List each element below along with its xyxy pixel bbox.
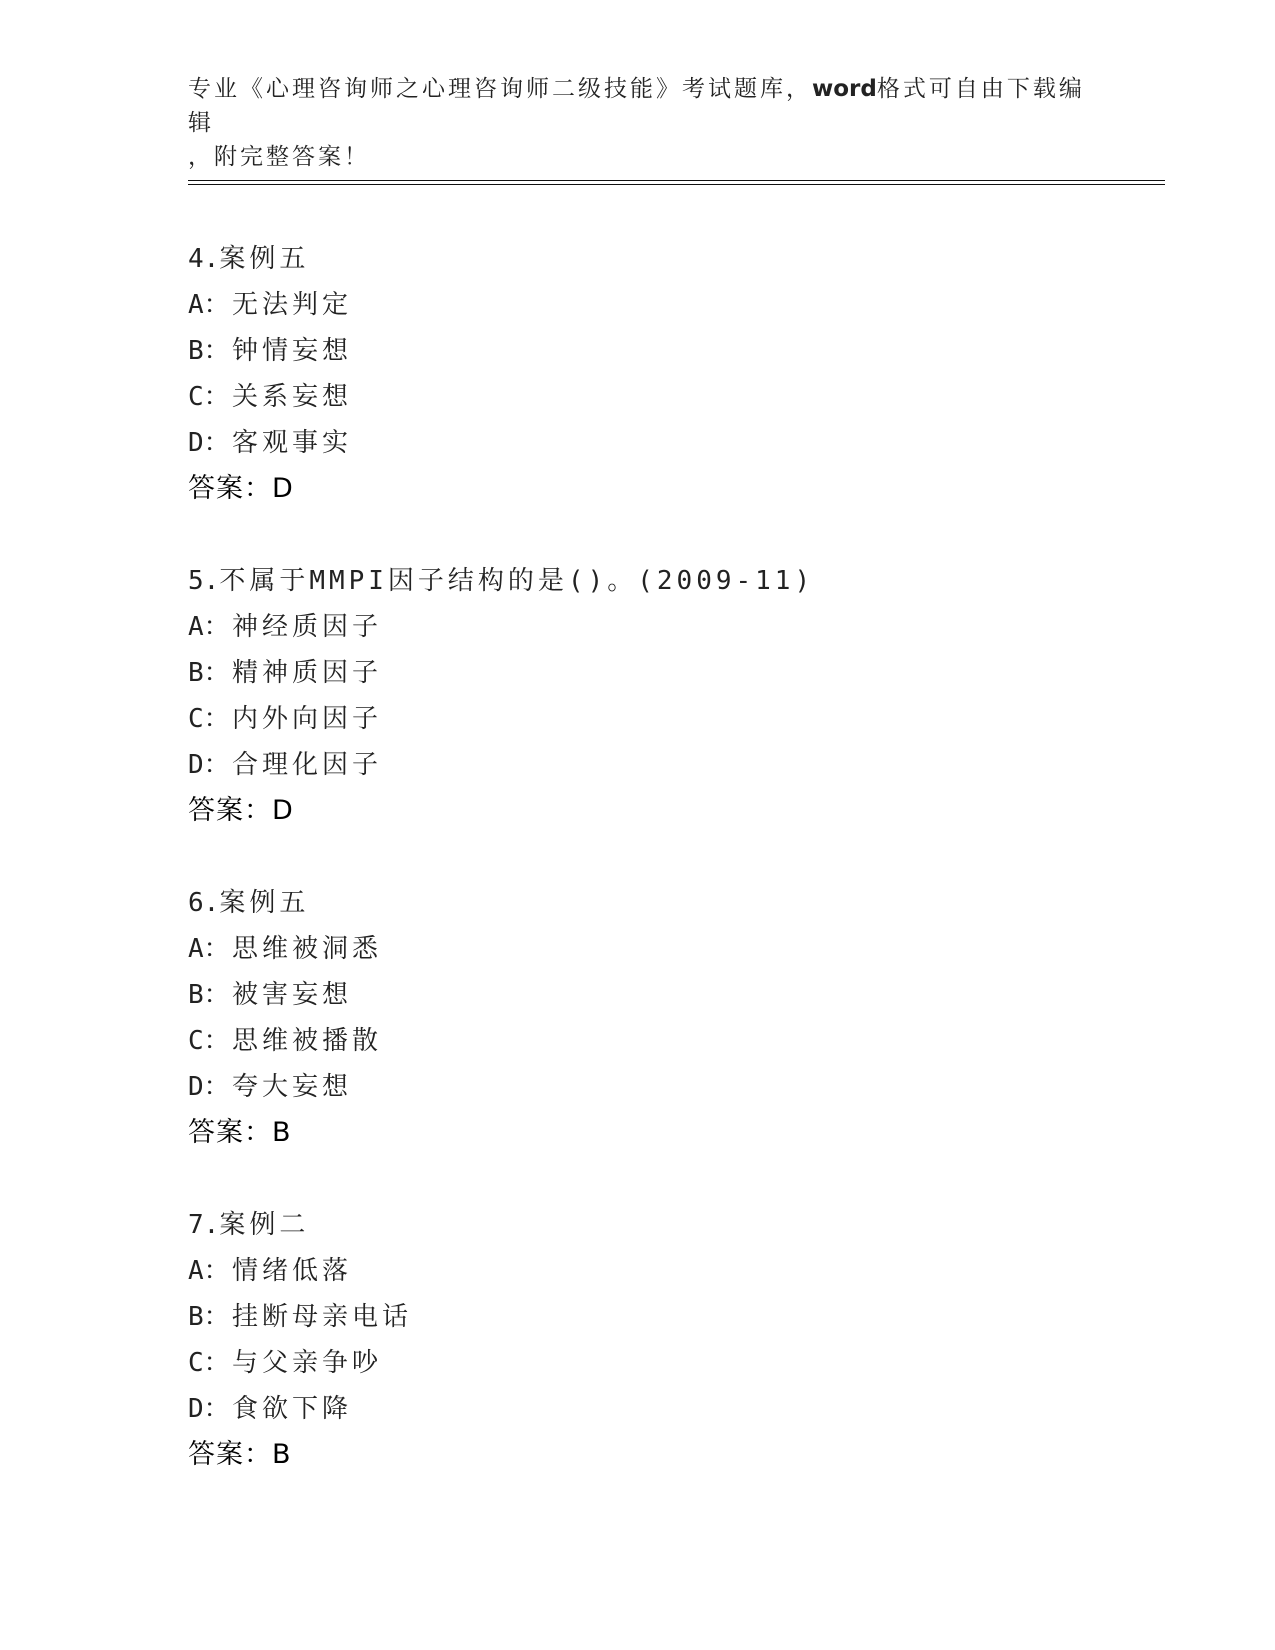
question-6	[188, 880, 1088, 1156]
answer-line: 答案：D	[188, 473, 294, 504]
option-key: C：	[188, 1348, 230, 1378]
option-key: B：	[188, 980, 230, 1010]
option-key: D：	[188, 428, 230, 458]
question-stem	[188, 880, 1088, 926]
option-key: A：	[188, 1256, 230, 1286]
option-key: B：	[188, 336, 230, 366]
question-number: 6.	[188, 888, 220, 918]
header-divider-bottom	[188, 184, 1165, 185]
question-text: 案例二	[219, 1210, 310, 1240]
option-text: 客观事实	[232, 428, 353, 458]
option-c	[188, 1340, 1088, 1386]
option-b	[188, 1294, 1088, 1340]
option-a	[188, 282, 1088, 328]
question-7	[188, 1202, 1088, 1478]
option-key: C：	[188, 1026, 230, 1056]
answer-line: 答案：B	[188, 1439, 292, 1470]
option-text: 思维被洞悉	[232, 934, 383, 964]
option-text: 被害妄想	[232, 980, 353, 1010]
header-line-1	[188, 72, 1088, 140]
header-text-part2: 格式可自由下载编辑	[188, 76, 1085, 136]
option-text: 与父亲争吵	[232, 1348, 383, 1378]
header-divider-top	[188, 180, 1165, 181]
header-text-part1: 专业《心理咨询师之心理咨询师二级技能》考试题库，	[188, 76, 812, 102]
question-text: 案例五	[219, 888, 310, 918]
option-text: 内外向因子	[232, 704, 383, 734]
option-d	[188, 420, 1088, 466]
question-number: 7.	[188, 1210, 220, 1240]
option-d	[188, 1386, 1088, 1432]
answer-line: 答案：B	[188, 1117, 292, 1148]
option-text: 精神质因子	[232, 658, 383, 688]
option-text: 情绪低落	[232, 1256, 353, 1286]
option-c	[188, 696, 1088, 742]
option-key: C：	[188, 704, 230, 734]
question-stem	[188, 1202, 1088, 1248]
option-key: A：	[188, 290, 230, 320]
question-stem	[188, 236, 1088, 282]
option-d	[188, 742, 1088, 788]
option-text: 思维被播散	[232, 1026, 383, 1056]
option-key: B：	[188, 658, 230, 688]
option-b	[188, 972, 1088, 1018]
question-4	[188, 236, 1088, 512]
option-text: 合理化因子	[232, 750, 383, 780]
header-text-word: word	[812, 76, 877, 102]
question-text: 案例五	[219, 244, 310, 274]
option-d	[188, 1064, 1088, 1110]
question-number: 5.	[188, 566, 220, 596]
option-key: A：	[188, 934, 230, 964]
option-b	[188, 650, 1088, 696]
option-a	[188, 604, 1088, 650]
option-text: 挂断母亲电话	[232, 1302, 413, 1332]
option-text: 食欲下降	[232, 1394, 353, 1424]
header-line-2: ，附完整答案！	[188, 144, 370, 170]
option-text: 关系妄想	[232, 382, 353, 412]
option-a	[188, 1248, 1088, 1294]
option-key: D：	[188, 1072, 230, 1102]
question-stem	[188, 558, 1088, 604]
option-key: A：	[188, 612, 230, 642]
option-key: C：	[188, 382, 230, 412]
option-key: B：	[188, 1302, 230, 1332]
option-text: 钟情妄想	[232, 336, 353, 366]
question-number: 4.	[188, 244, 220, 274]
option-a	[188, 926, 1088, 972]
option-c	[188, 374, 1088, 420]
option-b	[188, 328, 1088, 374]
option-text: 神经质因子	[232, 612, 383, 642]
option-text: 无法判定	[232, 290, 353, 320]
question-text: 不属于MMPI因子结构的是()。(2009-11)	[219, 566, 815, 596]
option-key: D：	[188, 1394, 230, 1424]
option-key: D：	[188, 750, 230, 780]
answer-line: 答案：D	[188, 795, 294, 826]
option-c	[188, 1018, 1088, 1064]
question-5	[188, 558, 1088, 834]
option-text: 夸大妄想	[232, 1072, 353, 1102]
document-header	[188, 72, 1088, 174]
